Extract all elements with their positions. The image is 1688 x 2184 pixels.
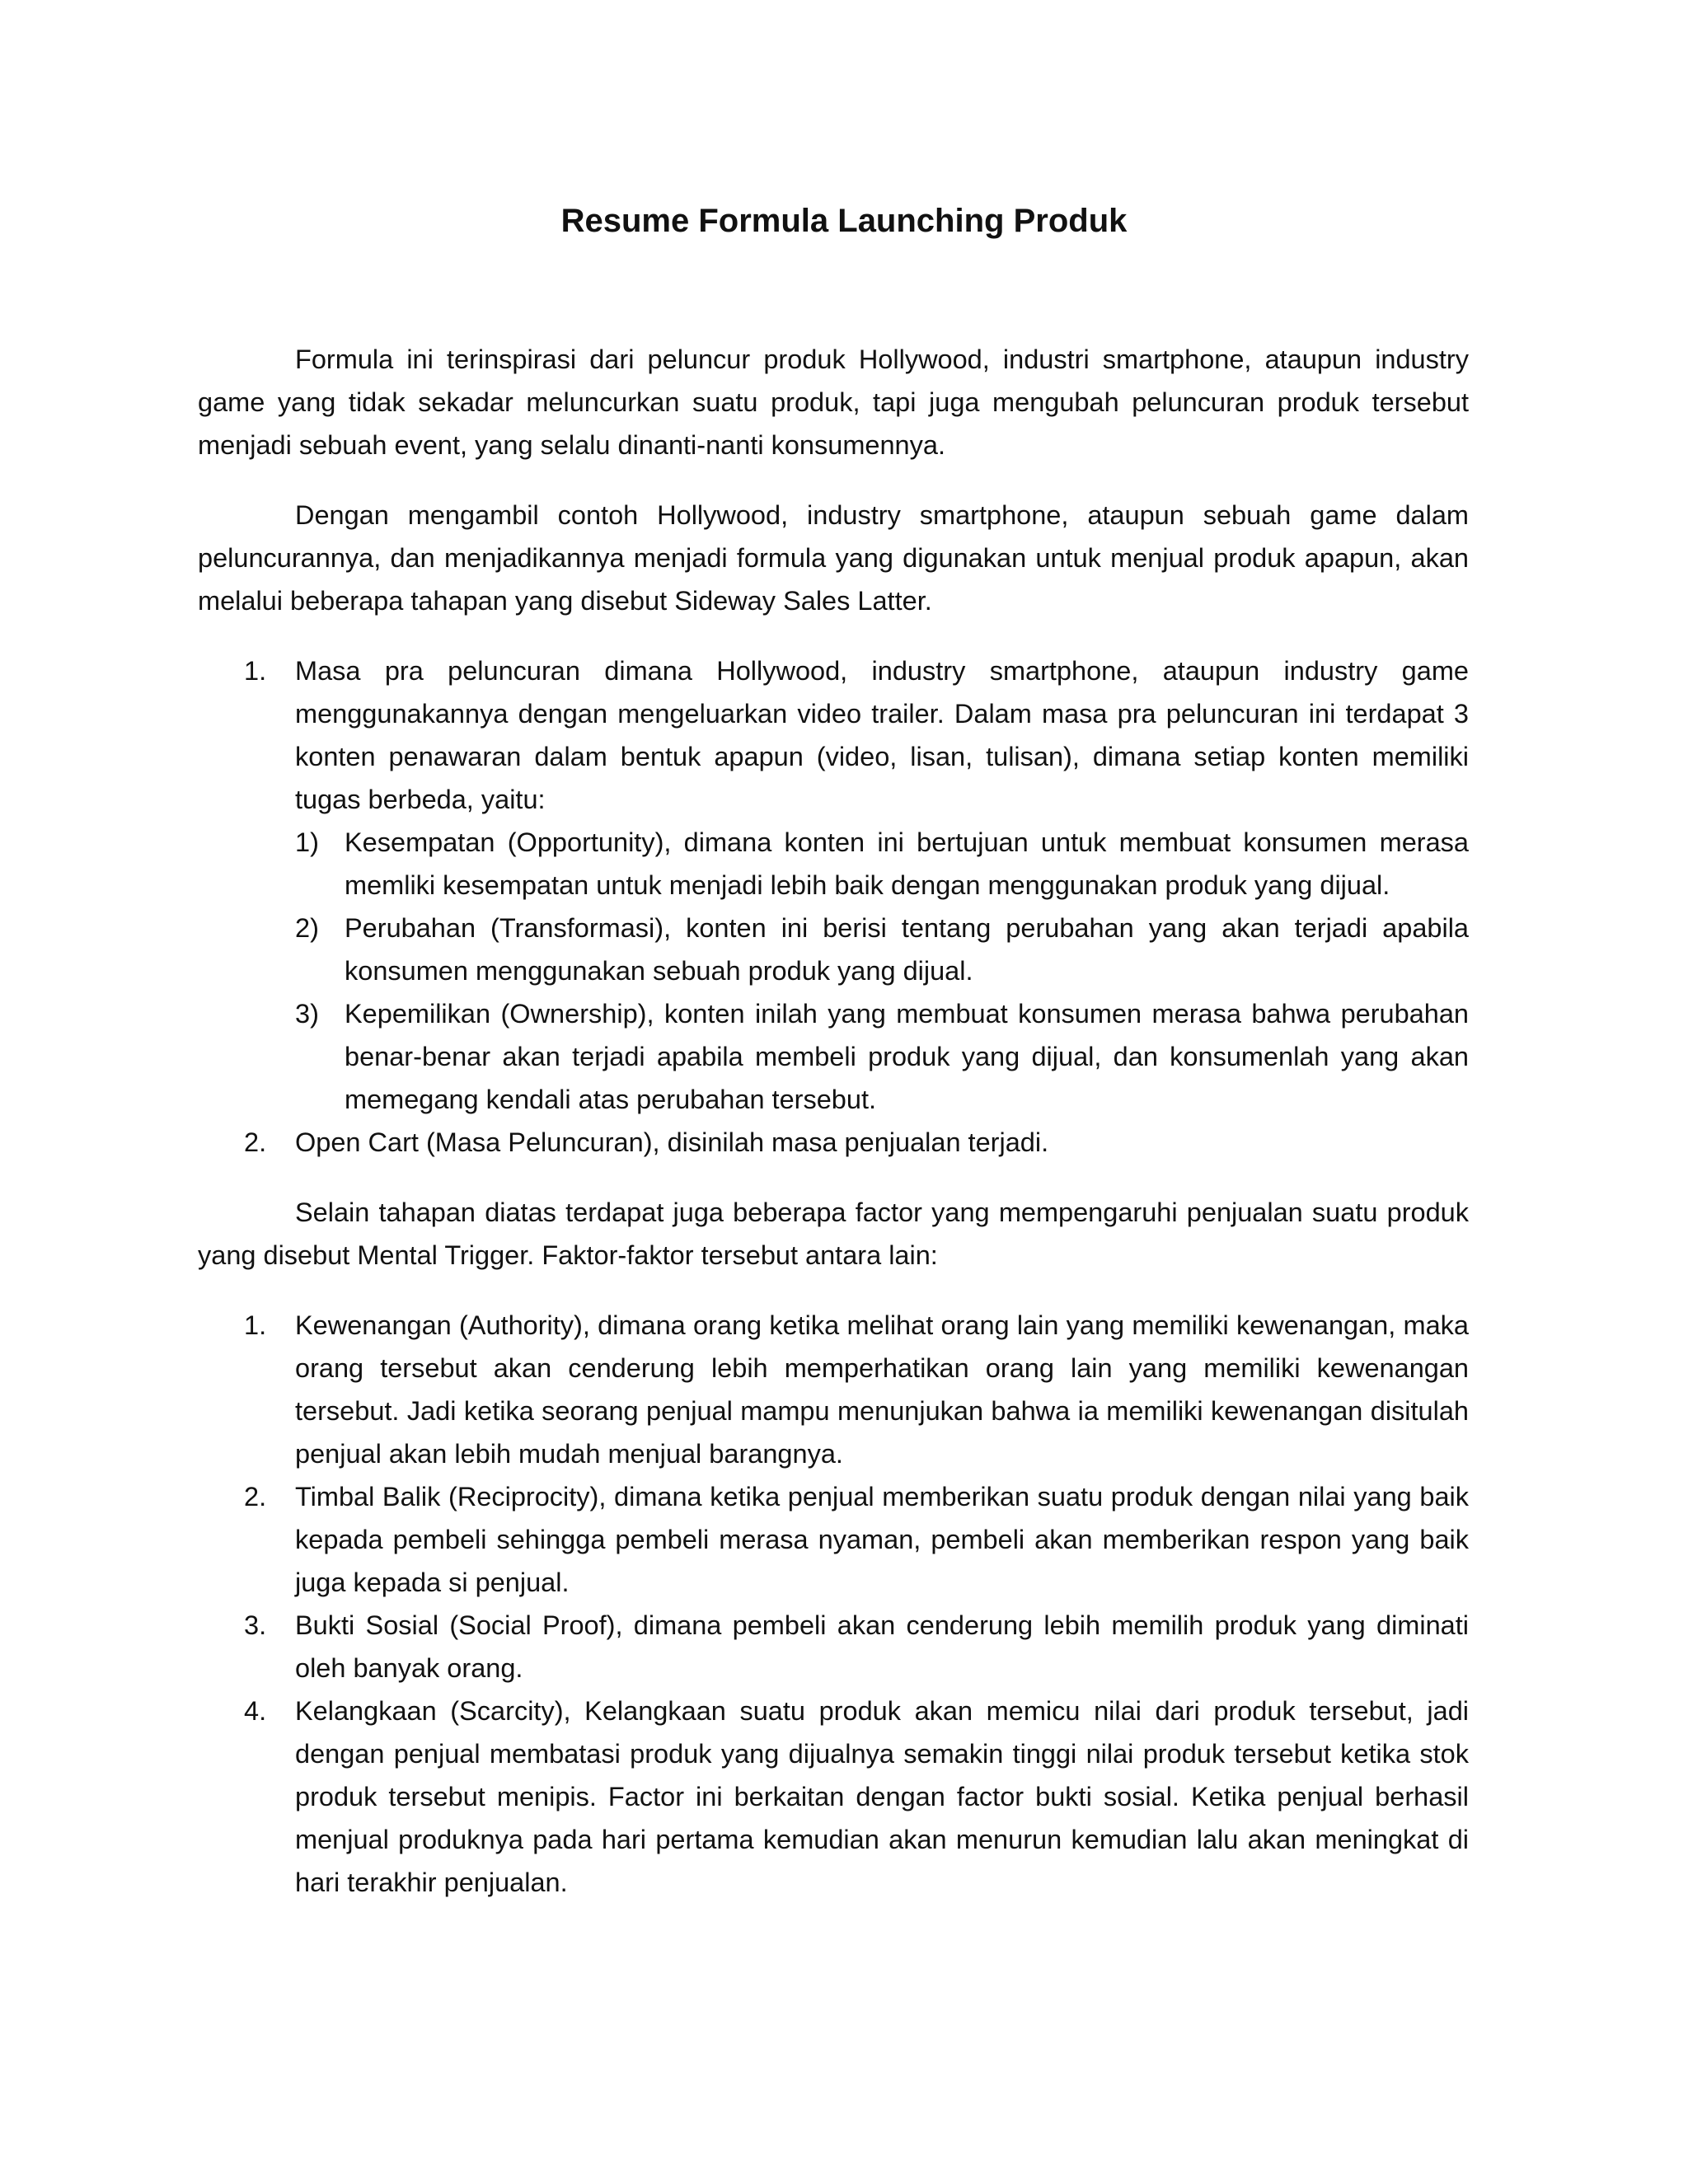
- list-item-text: Kelangkaan (Scarcity), Kelangkaan suatu produk akan memicu nilai dari produk tersebut, jadi dengan penjual membatasi produk yang dijualnya semakin tinggi nilai produk tersebut ketika stok produk tersebut menipis. Factor ini berkaitan dengan factor bukti sosial. Ketika penjual berhasil menjual produknya pada hari pertama kemudian akan menurun kemudian lalu akan meningkat di hari terakhir penjualan.: [295, 1696, 1469, 1897]
- sublist-item-ownership: [295, 992, 1469, 1121]
- list-item-text: Timbal Balik (Reciprocity), dimana ketika penjual memberikan suatu produk dengan nilai yang baik kepada pembeli sehingga pembeli merasa nyaman, pembeli akan memberikan respon yang baik juga kepada si penjual.: [295, 1482, 1469, 1597]
- document-title: Resume Formula Launching Produk: [560, 203, 1128, 239]
- sublist-item-text: Kepemilikan (Ownership), konten inilah yang membuat konsumen merasa bahwa perubahan benar-benar akan terjadi apabila membeli produk yang dijual, dan konsumenlah yang akan memegang kendali atas perubahan tersebut.: [345, 999, 1469, 1114]
- sublist-number: 2): [295, 913, 319, 943]
- factors-list: [198, 1304, 1469, 1904]
- list-item-text: Open Cart (Masa Peluncuran), disinilah masa penjualan terjadi.: [295, 1127, 1049, 1157]
- list-item-text: Bukti Sosial (Social Proof), dimana pembeli akan cenderung lebih memilih produk yang diminati oleh banyak orang.: [295, 1610, 1469, 1683]
- list-number: 1.: [244, 656, 267, 686]
- document-body: [198, 338, 1469, 1931]
- list-number: 1.: [244, 1310, 267, 1340]
- list-item-stage-1: [244, 649, 1469, 1121]
- sublist-item-text: Kesempatan (Opportunity), dimana konten ini bertujuan untuk membuat konsumen merasa memliki kesempatan untuk menjadi lebih baik dengan menggunakan produk yang dijual.: [345, 827, 1469, 900]
- list-number: 2.: [244, 1127, 267, 1157]
- sublist-item-text: Perubahan (Transformasi), konten ini berisi tentang perubahan yang akan terjadi apabila konsumen menggunakan sebuah produk yang dijual.: [345, 913, 1469, 986]
- stages-list: [198, 649, 1469, 1164]
- list-item-scarcity: [244, 1690, 1469, 1904]
- list-item-text: Masa pra peluncuran dimana Hollywood, industry smartphone, ataupun industry game menggunakannya dengan mengeluarkan video trailer. Dalam masa pra peluncuran ini terdapat 3 konten penawaran dalam bentuk apapun (video, lisan, tulisan), dimana setiap konten memiliki tugas berbeda, yaitu:: [295, 656, 1469, 814]
- list-number: 3.: [244, 1610, 267, 1640]
- list-item-text: Kewenangan (Authority), dimana orang ketika melihat orang lain yang memiliki kewenangan, maka orang tersebut akan cenderung lebih memperhatikan orang lain yang memiliki kewenangan tersebut. Jadi ketika seorang penjual mampu menunjukan bahwa ia memiliki kewenangan disitulah penjual akan lebih mudah menjual barangnya.: [295, 1310, 1469, 1469]
- sublist-number: 1): [295, 827, 319, 857]
- sublist-number: 3): [295, 999, 319, 1029]
- paragraph-stages-intro: Dengan mengambil contoh Hollywood, industry smartphone, ataupun sebuah game dalam peluncurannya, dan menjadikannya menjadi formula yang digunakan untuk menjual produk apapun, akan melalui beberapa tahapan yang disebut Sideway Sales Latter.: [198, 500, 1469, 616]
- content-types-list: [295, 821, 1469, 1121]
- list-number: 2.: [244, 1482, 267, 1511]
- list-number: 4.: [244, 1696, 267, 1726]
- paragraph-intro: Formula ini terinspirasi dari peluncur produk Hollywood, industri smartphone, ataupun industry game yang tidak sekadar meluncurkan suatu produk, tapi juga mengubah peluncuran produk tersebut menjadi sebuah event, yang selalu dinanti-nanti konsumennya.: [198, 344, 1469, 460]
- list-item-authority: [244, 1304, 1469, 1475]
- sublist-item-transformation: [295, 907, 1469, 992]
- list-item-stage-2: [244, 1121, 1469, 1164]
- list-item-reciprocity: [244, 1475, 1469, 1604]
- list-item-social-proof: [244, 1604, 1469, 1690]
- sublist-item-opportunity: [295, 821, 1469, 907]
- paragraph-mental-trigger: Selain tahapan diatas terdapat juga beberapa factor yang mempengaruhi penjualan suatu produk yang disebut Mental Trigger. Faktor-faktor tersebut antara lain:: [198, 1197, 1469, 1270]
